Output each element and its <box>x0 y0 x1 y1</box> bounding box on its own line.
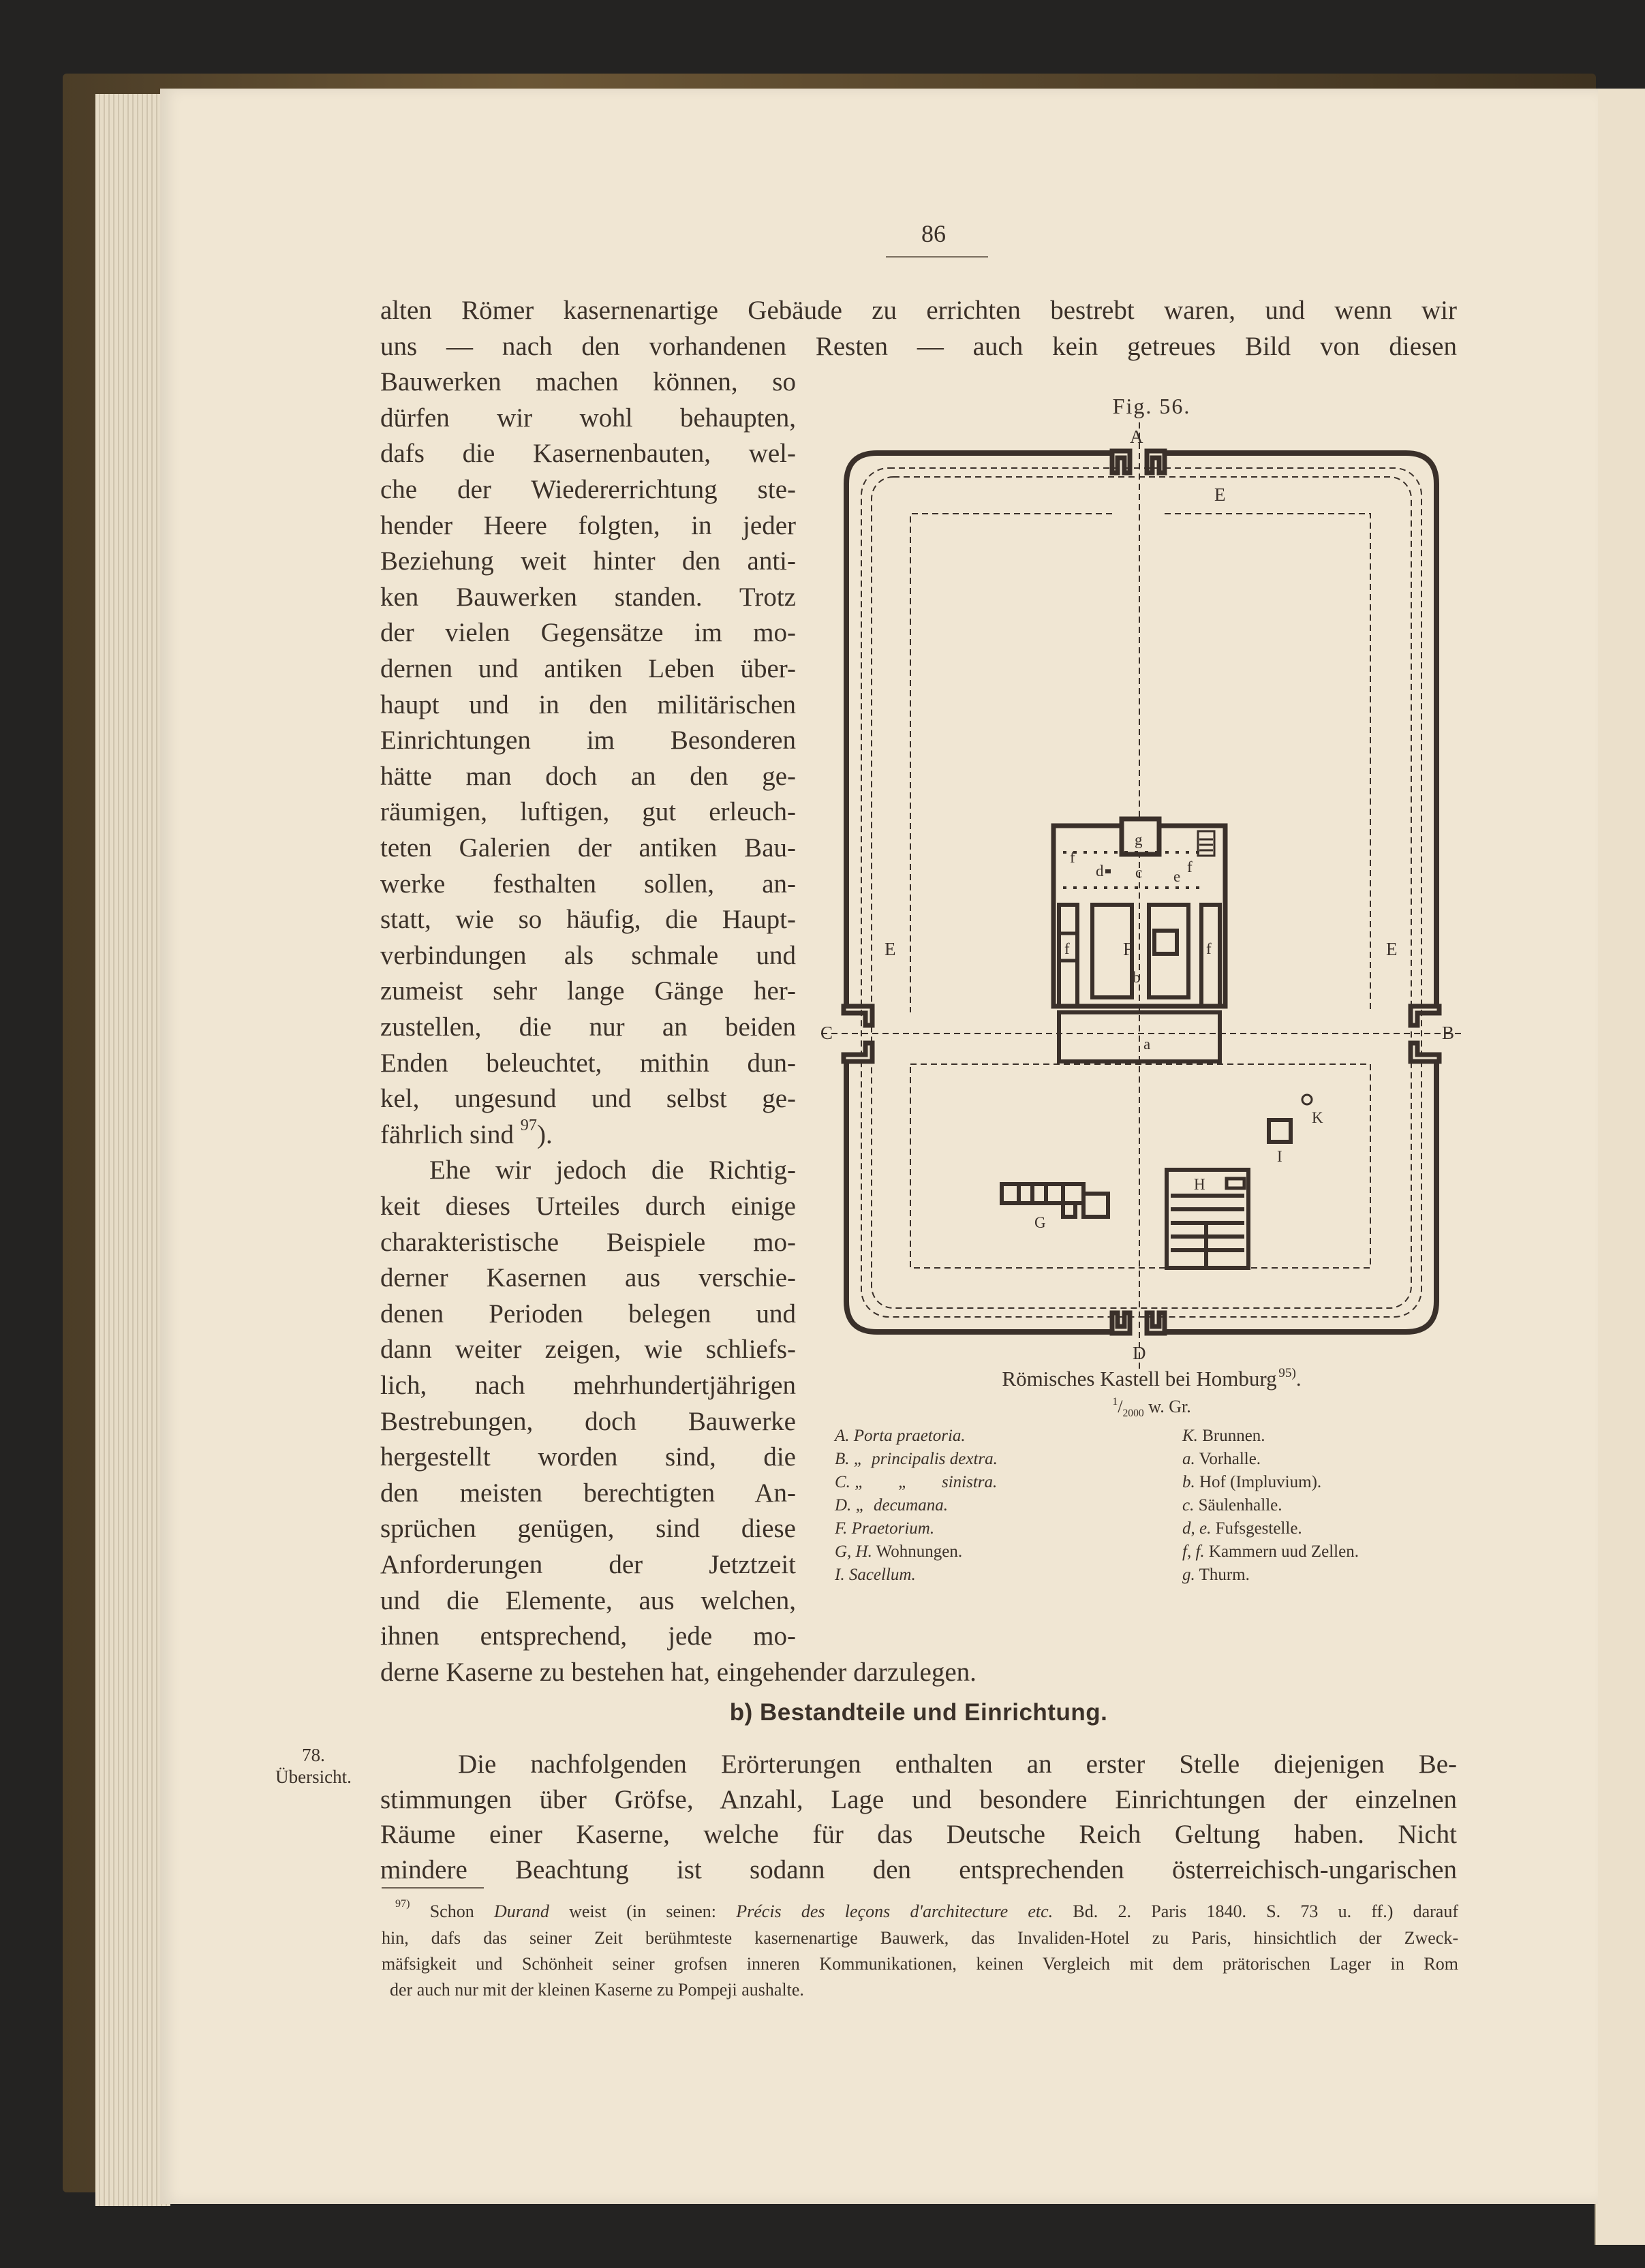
label-f-top-left: f <box>1070 849 1075 866</box>
well <box>1302 1095 1312 1104</box>
footnote-book-title: Précis des leçons d'architecture etc. <box>736 1901 1054 1921</box>
body-line: Bauwerken machen können, so <box>380 367 796 397</box>
footnote-line: der auch nur mit der kleinen Kaserne zu Pompeji aushalte. <box>390 1980 804 2000</box>
legend-item <box>835 1564 916 1587</box>
legend-text: Porta praetoria. <box>853 1427 966 1445</box>
page-stack-edge <box>95 94 170 2206</box>
legend-key: c. <box>1182 1496 1195 1514</box>
label-e-pedestal: e <box>1173 868 1181 885</box>
building-g <box>1002 1184 1108 1217</box>
body-line: verbindungen als schmale und <box>380 940 796 970</box>
label-f-left: f <box>1064 940 1070 957</box>
body-line: Bestrebungen, doch Bauwerke <box>380 1406 796 1436</box>
body-line: keit dieses Urteiles durch einige <box>380 1192 796 1221</box>
footnote-ref: 97 <box>520 1115 537 1134</box>
body-line <box>380 1117 796 1153</box>
legend-item <box>835 1494 948 1517</box>
body-line: den meisten berechtigten An- <box>380 1478 796 1508</box>
legend-item <box>1182 1494 1282 1517</box>
legend-text: „ principalis dextra. <box>853 1450 998 1468</box>
figure-caption <box>845 1367 1458 1391</box>
legend-item <box>835 1540 962 1564</box>
body-line: dernen und antiken Leben über- <box>380 654 796 683</box>
body-line: hender Heere folgten, in jeder <box>380 510 796 540</box>
body-line: Anforderungen der Jetztzeit <box>380 1550 796 1579</box>
legend-text: Wohnungen. <box>876 1542 963 1561</box>
label-h-building: H <box>1194 1176 1205 1193</box>
body-line: derner Kasernen aus verschie- <box>380 1263 796 1293</box>
legend-item <box>835 1471 997 1494</box>
margin-label: Übersicht. <box>275 1767 352 1787</box>
gate-towers <box>844 451 1439 1333</box>
legend-item <box>1182 1448 1261 1471</box>
footnote-author: Durand <box>493 1901 549 1921</box>
legend-item <box>1182 1471 1321 1494</box>
caption-footnote-ref: 95) <box>1278 1366 1296 1380</box>
label-k-well: K <box>1312 1109 1323 1126</box>
footnote-text: Schon <box>410 1901 494 1921</box>
body-line: zustellen, die nur an beiden <box>380 1012 796 1042</box>
body-line-text: fährlich sind <box>380 1119 514 1149</box>
label-e-top: E <box>1214 484 1226 505</box>
section-heading: b) Bestandteile und Einrichtung. <box>729 1699 1108 1726</box>
label-i-sacellum: I <box>1277 1148 1282 1165</box>
body-line: derne Kaserne zu bestehen hat, eingehender darzulegen. <box>380 1657 977 1687</box>
legend-text: Brunnen. <box>1202 1427 1265 1445</box>
legend-key: d, e. <box>1182 1519 1212 1538</box>
body-line: kel, ungesund und selbst ge- <box>380 1084 796 1114</box>
legend-key: B. <box>835 1450 850 1468</box>
caption-end: . <box>1295 1367 1302 1391</box>
caption-text: Römisches Kastell bei Homburg <box>1002 1367 1277 1391</box>
legend-text: Thurm. <box>1199 1566 1250 1584</box>
body-line: Enden beleuchtet, mithin dun- <box>380 1048 796 1078</box>
body-line: uns — nach den vorhandenen Resten — auch kein getreues Bild von diesen <box>380 331 1457 361</box>
body-line: der vielen Gegensätze im mo- <box>380 618 796 648</box>
body-line: che der Wiedererrichtung ste- <box>380 475 796 504</box>
body-line: hätte man doch an den ge- <box>380 761 796 791</box>
body-line: dürfen wir wohl behaupten, <box>380 403 796 433</box>
label-c-gate: C <box>820 1023 833 1043</box>
legend-text: „ decumana. <box>855 1496 948 1514</box>
section-line: mindere Beachtung ist sodann den entsprechenden österreichisch-ungarischen <box>380 1854 1457 1884</box>
scale-denominator: 2000 <box>1122 1408 1144 1420</box>
body-line: statt, wie so häufig, die Haupt- <box>380 905 796 935</box>
legend-key: f, f. <box>1182 1542 1205 1561</box>
legend-key: F. <box>835 1519 848 1538</box>
label-d-gate: D <box>1133 1343 1146 1363</box>
footnote-number: 97) <box>395 1898 410 1910</box>
legend-item <box>1182 1517 1302 1540</box>
legend-text: Hof (Impluvium). <box>1199 1473 1322 1491</box>
body-line: charakteristische Beispiele mo- <box>380 1227 796 1257</box>
legend-item <box>1182 1425 1265 1448</box>
legend-text: Vorhalle. <box>1199 1450 1261 1468</box>
figure-scale: $^1/_{2000}$ w. Gr. <box>1112 1396 1191 1420</box>
body-line: und die Elemente, aus welchen, <box>380 1585 796 1615</box>
label-b-gate: B <box>1442 1023 1455 1043</box>
label-c-portico: c <box>1135 864 1143 881</box>
scale-numerator: 1 <box>1112 1396 1118 1408</box>
legend-text: „ „ sinistra. <box>855 1473 998 1491</box>
legend-key: A. <box>835 1427 850 1445</box>
body-line: Beziehung weit hinter den anti- <box>380 546 796 576</box>
footnote-ref-close: ). <box>536 1119 553 1149</box>
body-line: teten Galerien der antiken Bau- <box>380 833 796 863</box>
body-line: lich, nach mehrhundertjährigen <box>380 1371 796 1400</box>
body-line: alten Römer kasernenartige Gebäude zu errichten bestrebt waren, und wenn wir <box>380 296 1457 325</box>
legend-item <box>835 1425 966 1448</box>
page-number-rule <box>886 256 988 258</box>
label-a-hall: a <box>1143 1036 1151 1053</box>
dashed-lines <box>818 422 1465 1369</box>
body-line: hergestellt worden sind, die <box>380 1442 796 1472</box>
legend-key: b. <box>1182 1473 1195 1491</box>
legend-text: Fufsgestelle. <box>1215 1519 1302 1538</box>
section-line: Räume einer Kaserne, welche für das Deutsche Reich Geltung haben. Nicht <box>380 1820 1457 1849</box>
label-f-top-right: f <box>1187 858 1193 875</box>
legend-item <box>1182 1564 1250 1587</box>
legend-text: Sacellum. <box>848 1566 916 1584</box>
outer-wall <box>846 453 1436 1332</box>
footnote-text: weist (in seinen: <box>549 1901 737 1921</box>
building-h <box>1167 1170 1248 1268</box>
legend-key: g. <box>1182 1566 1195 1584</box>
label-e-right: E <box>1386 939 1398 959</box>
body-line: haupt und in den militärischen <box>380 689 796 719</box>
legend-text: Praetorium. <box>851 1519 935 1538</box>
body-line: dann weiter zeigen, wie schliefs- <box>380 1335 796 1365</box>
legend-key: G, H. <box>835 1542 872 1561</box>
body-line: ihnen entsprechend, jede mo- <box>380 1621 796 1651</box>
body-line: räumigen, luftigen, gut erleuch- <box>380 797 796 827</box>
body-line: dafs die Kasernenbauten, wel- <box>380 439 796 469</box>
legend-key: C. <box>835 1473 850 1491</box>
roman-fort-plan <box>818 395 1465 1369</box>
praetorium <box>1054 819 1225 1061</box>
page-number: 86 <box>921 220 946 247</box>
footnote-rule <box>382 1887 484 1889</box>
label-f-right: f <box>1206 940 1212 957</box>
label-g-tower: g <box>1135 831 1143 848</box>
label-e-left: E <box>885 939 896 959</box>
body-line: werke festhalten sollen, an- <box>380 869 796 899</box>
body-line: Einrichtungen im Besonderen <box>380 726 796 756</box>
sacellum <box>1269 1120 1291 1142</box>
body-line: Ehe wir jedoch die Richtig- <box>429 1155 796 1185</box>
footnote-line: mäfsigkeit und Schönheit seiner grofsen inneren Kommunikationen, keinen Vergleich mit dem prätorischen Lager in Rom <box>382 1954 1458 1974</box>
legend-item <box>835 1517 934 1540</box>
footnote-line <box>395 1899 1458 1925</box>
label-b-court: b <box>1133 969 1141 986</box>
label-f-praetorium: F <box>1123 939 1134 959</box>
footnote-line: hin, dafs das seiner Zeit berühmteste kasernenartige Bauwerk, das Invaliden-Hotel zu Paris, hinsichtlich der Zweck- <box>382 1928 1458 1948</box>
legend-item <box>1182 1540 1359 1564</box>
footnote-text: Bd. 2. Paris 1840. S. 73 u. ff.) darauf <box>1053 1901 1459 1921</box>
label-d-pedestal: d <box>1096 863 1104 880</box>
next-page-edge <box>1595 89 1645 2245</box>
body-line: denen Perioden belegen und <box>380 1299 796 1329</box>
section-line: stimmungen über Gröfse, Anzahl, Lage und besondere Einrichtungen der einzelnen <box>380 1784 1457 1814</box>
legend-item <box>835 1448 998 1471</box>
body-line: sprüchen genügen, sind diese <box>380 1514 796 1544</box>
legend-key: D. <box>835 1496 852 1514</box>
legend-key: K. <box>1182 1427 1198 1445</box>
body-line: ken Bauwerken standen. Trotz <box>380 582 796 612</box>
legend-key: a. <box>1182 1450 1195 1468</box>
label-a-gate: A <box>1130 426 1143 447</box>
body-line: zumeist sehr lange Gänge her- <box>380 976 796 1006</box>
legend-text: Kammern uud Zellen. <box>1208 1542 1359 1561</box>
label-g-building: G <box>1034 1214 1046 1231</box>
scale-text: w. Gr. <box>1143 1397 1191 1416</box>
section-line: Die nachfolgenden Erörterungen enthalten an erster Stelle diejenigen Be- <box>458 1750 1457 1779</box>
legend-text: Säulenhalle. <box>1198 1496 1282 1514</box>
legend-key: I. <box>835 1566 845 1584</box>
figure-title: Fig. 56. <box>1112 394 1191 418</box>
margin-number: 78. <box>302 1745 325 1765</box>
